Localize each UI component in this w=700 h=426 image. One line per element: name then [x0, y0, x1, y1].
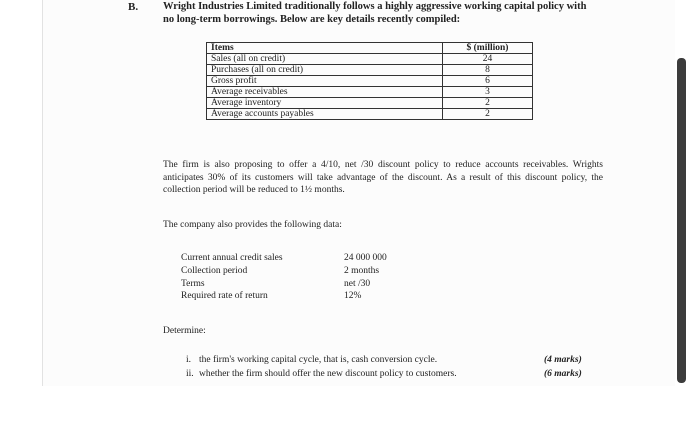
value-cell: 3	[443, 87, 533, 98]
data-row	[181, 252, 387, 265]
task-text: the firm's working capital cycle, that is, cash conversion cycle.	[199, 355, 438, 365]
task-text: whether the firm should offer the new discount policy to customers.	[199, 369, 457, 379]
question-number: B.	[128, 1, 139, 13]
data-label: Current annual credit sales	[181, 253, 283, 263]
table-row	[207, 109, 533, 120]
task-item	[186, 369, 582, 379]
data-row	[181, 278, 387, 291]
value-cell: 8	[443, 65, 533, 76]
table-row	[207, 65, 533, 76]
data-row	[181, 265, 387, 278]
item-cell: Average inventory	[207, 98, 443, 109]
financial-details-table	[206, 42, 533, 120]
item-cell: Average accounts payables	[207, 109, 443, 120]
data-row	[181, 290, 387, 303]
item-cell: Purchases (all on credit)	[207, 65, 443, 76]
amount-header: $ (million)	[443, 43, 533, 54]
discount-policy-paragraph: The firm is also proposing to offer a 4/10, net /30 discount policy to reduce accounts receivables. Wrights anticipates 30% of its customers will take advantage of the discount. As a result of this discount policy, the collection period will be reduced to 1½ months.	[163, 160, 603, 195]
data-intro-paragraph: The company also provides the following data:	[163, 220, 342, 230]
vertical-scrollbar[interactable]	[677, 58, 686, 383]
table-row	[207, 98, 533, 109]
item-cell: Sales (all on credit)	[207, 54, 443, 65]
data-value: 12%	[344, 291, 362, 302]
data-value: 2 months	[344, 265, 380, 276]
task-number: i.	[186, 355, 192, 365]
task-marks: (6 marks)	[544, 369, 582, 379]
value-cell: 2	[443, 98, 533, 109]
question-intro: Wright Industries Limited traditionally follows a highly aggressive working capital policy with no long-term borrowings. Below are key details recently compiled:	[163, 1, 587, 25]
data-value: net /30	[344, 278, 371, 289]
items-header: Items	[207, 43, 443, 54]
table-row	[207, 54, 533, 65]
data-label: Collection period	[181, 265, 248, 276]
determine-heading: Determine:	[163, 326, 206, 336]
company-data-list	[181, 252, 387, 303]
task-item	[186, 355, 582, 365]
task-marks: (4 marks)	[544, 355, 582, 365]
table-row	[207, 87, 533, 98]
value-cell: 2	[443, 109, 533, 120]
task-number: ii.	[186, 369, 194, 379]
item-cell: Gross profit	[207, 76, 443, 87]
value-cell: 24	[443, 54, 533, 65]
data-value: 24 000 000	[344, 253, 387, 263]
data-label: Required rate of return	[181, 291, 268, 302]
data-label: Terms	[181, 278, 205, 289]
value-cell: 6	[443, 76, 533, 87]
table-row	[207, 76, 533, 87]
item-cell: Average receivables	[207, 87, 443, 98]
table-header-row	[207, 43, 533, 54]
